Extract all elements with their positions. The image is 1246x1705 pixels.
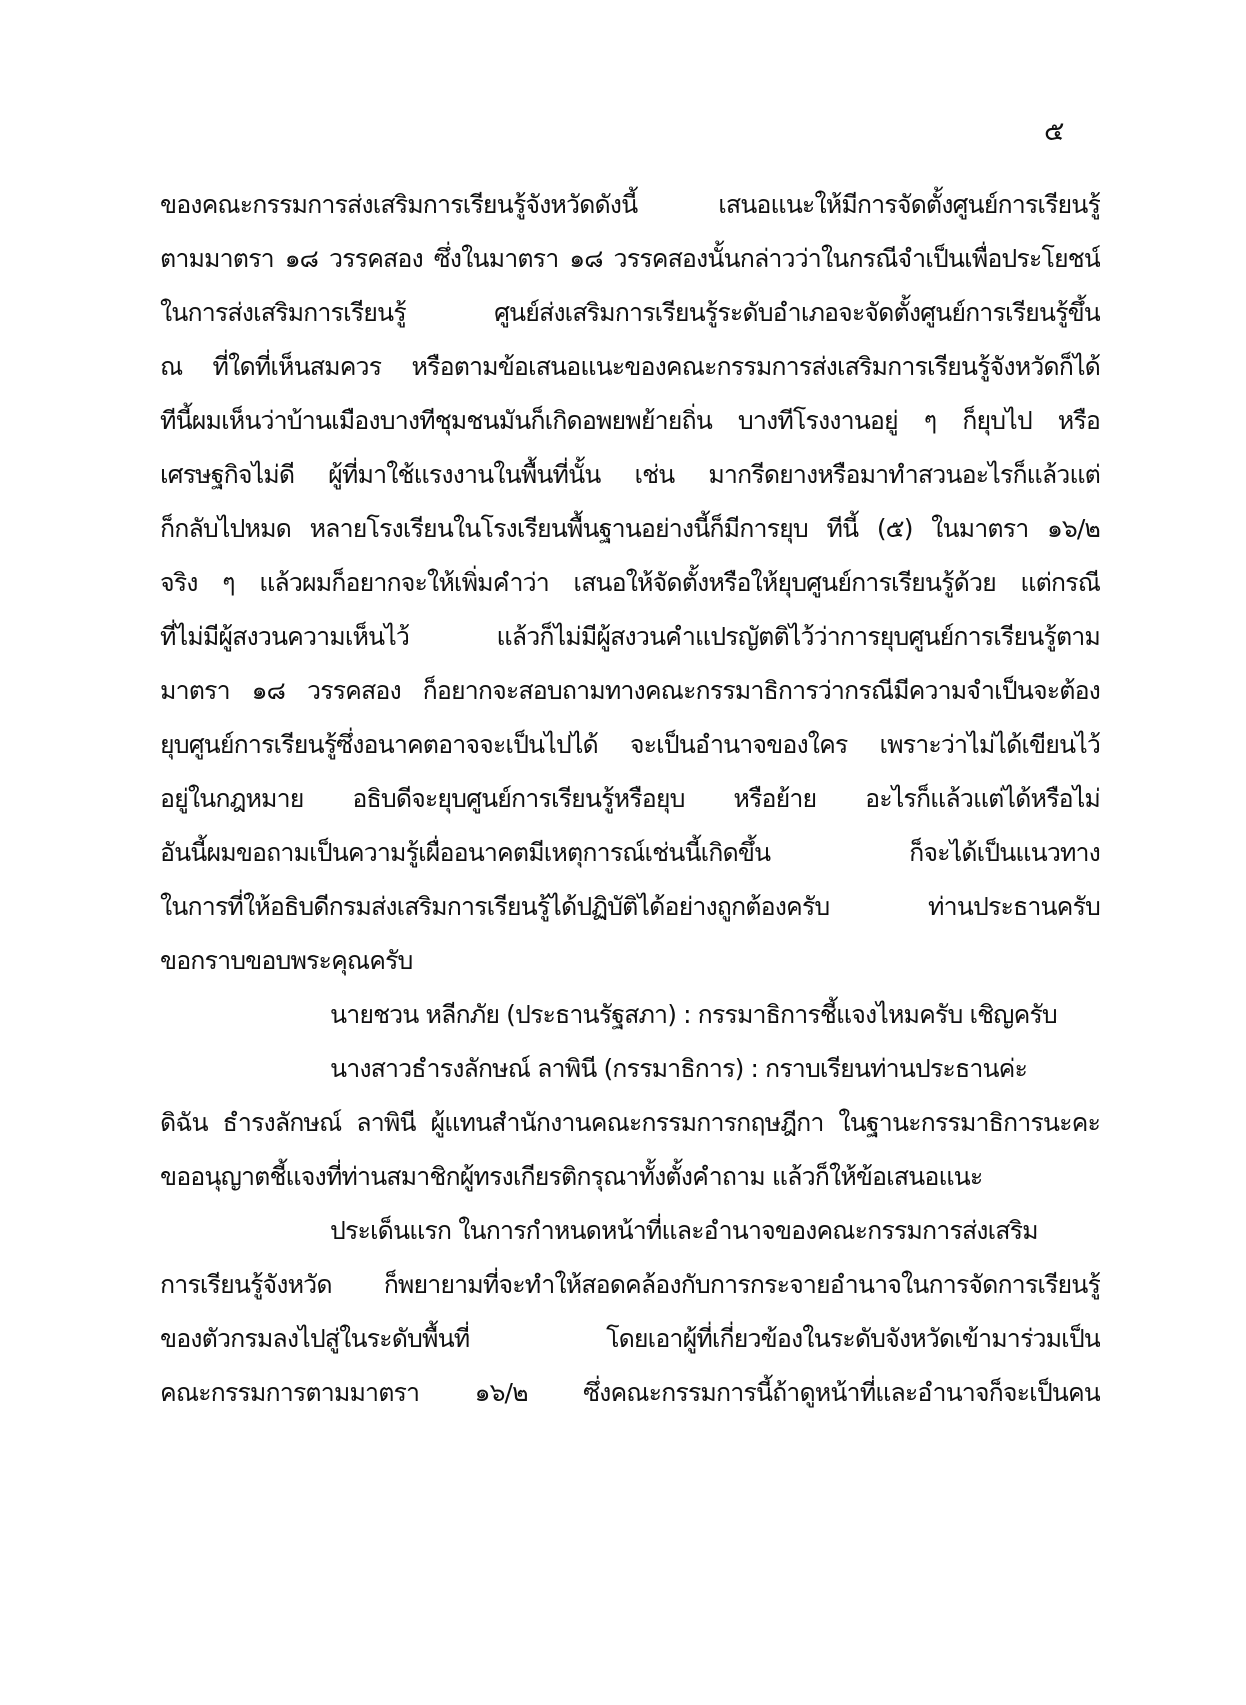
text-line: ในการส่งเสริมการเรียนรู้ ศูนย์ส่งเสริมการเรียนรู้ระดับอำเภอจะจัดตั้งศูนย์การเรียนรู้ขึ้น — [160, 298, 1100, 327]
text-line: ในการที่ให้อธิบดีกรมส่งเสริมการเรียนรู้ได้ปฏิบัติได้อย่างถูกต้องครับ ท่านประธานครับ — [160, 892, 1100, 921]
document-body — [160, 178, 1100, 1420]
text-line: เศรษฐกิจไม่ดี ผู้ที่มาใช้แรงงานในพื้นที่นั้น เช่น มากรีดยางหรือมาทำสวนอะไรก็แล้วแต่ — [160, 460, 1100, 489]
text-line: มาตรา ๑๘ วรรคสอง ก็อยากจะสอบถามทางคณะกรรมาธิการว่ากรณีมีความจำเป็นจะต้อง — [160, 676, 1100, 705]
text-line: อยู่ในกฎหมาย อธิบดีจะยุบศูนย์การเรียนรู้หรือยุบ หรือย้าย อะไรก็แล้วแต่ได้หรือไม่ — [160, 784, 1100, 813]
speaker-line: นายชวน หลีกภัย (ประธานรัฐสภา) : กรรมาธิการชี้แจงไหมครับ เชิญครับ — [330, 1000, 1057, 1029]
text-line: ของคณะกรรมการส่งเสริมการเรียนรู้จังหวัดดังนี้ เสนอแนะให้มีการจัดตั้งศูนย์การเรียนรู้ — [160, 190, 1100, 219]
text-line: ขออนุญาตชี้แจงที่ท่านสมาชิกผู้ทรงเกียรติกรุณาทั้งตั้งคำถาม แล้วก็ให้ข้อเสนอแนะ — [160, 1162, 983, 1191]
text-line: ของตัวกรมลงไปสู่ในระดับพื้นที่ โดยเอาผู้ที่เกี่ยวข้องในระดับจังหวัดเข้ามาร่วมเป็น — [160, 1324, 1100, 1353]
text-line: ตามมาตรา ๑๘ วรรคสอง ซึ่งในมาตรา ๑๘ วรรคสองนั้นกล่าวว่าในกรณีจำเป็นเพื่อประโยชน์ — [160, 244, 1100, 273]
speaker-line: นางสาวธำรงลักษณ์ ลาพินี (กรรมาธิการ) : กราบเรียนท่านประธานค่ะ — [330, 1054, 1027, 1083]
text-line: ทีนี้ผมเห็นว่าบ้านเมืองบางทีชุมชนมันก็เกิดอพยพย้ายถิ่น บางทีโรงงานอยู่ ๆ ก็ยุบไป หรือ — [160, 406, 1100, 435]
page-number: ๕ — [1044, 116, 1065, 147]
text-line: ยุบศูนย์การเรียนรู้ซึ่งอนาคตอาจจะเป็นไปได้ จะเป็นอำนาจของใคร เพราะว่าไม่ได้เขียนไว้ — [160, 730, 1100, 759]
paragraph-start-line: ประเด็นแรก ในการกำหนดหน้าที่และอำนาจของคณะกรรมการส่งเสริม — [330, 1216, 1038, 1245]
text-line: ก็กลับไปหมด หลายโรงเรียนในโรงเรียนพื้นฐานอย่างนี้ก็มีการยุบ ทีนี้ (๕) ในมาตรา ๑๖/๒ — [160, 514, 1100, 543]
text-line: ดิฉัน ธำรงลักษณ์ ลาพินี ผู้แทนสำนักงานคณะกรรมการกฤษฎีกา ในฐานะกรรมาธิการนะคะ — [160, 1108, 1100, 1137]
text-line: ณ ที่ใดที่เห็นสมควร หรือตามข้อเสนอแนะของคณะกรรมการส่งเสริมการเรียนรู้จังหวัดก็ได้ — [160, 352, 1100, 381]
text-line: จริง ๆ แล้วผมก็อยากจะให้เพิ่มคำว่า เสนอให้จัดตั้งหรือให้ยุบศูนย์การเรียนรู้ด้วย แต่กรณี — [160, 568, 1100, 597]
text-line: คณะกรรมการตามมาตรา ๑๖/๒ ซึ่งคณะกรรมการนี้ถ้าดูหน้าที่และอำนาจก็จะเป็นคน — [160, 1378, 1100, 1407]
text-line: อันนี้ผมขอถามเป็นความรู้เผื่ออนาคตมีเหตุการณ์เช่นนี้เกิดขึ้น ก็จะได้เป็นแนวทาง — [160, 838, 1100, 867]
text-line: การเรียนรู้จังหวัด ก็พยายามที่จะทำให้สอดคล้องกับการกระจายอำนาจในการจัดการเรียนรู้ — [160, 1270, 1100, 1299]
text-line: ที่ไม่มีผู้สงวนความเห็นไว้ แล้วก็ไม่มีผู้สงวนคำแปรญัตติไว้ว่าการยุบศูนย์การเรียนรู้ตาม — [160, 622, 1100, 651]
text-line: ขอกราบขอบพระคุณครับ — [160, 946, 413, 975]
